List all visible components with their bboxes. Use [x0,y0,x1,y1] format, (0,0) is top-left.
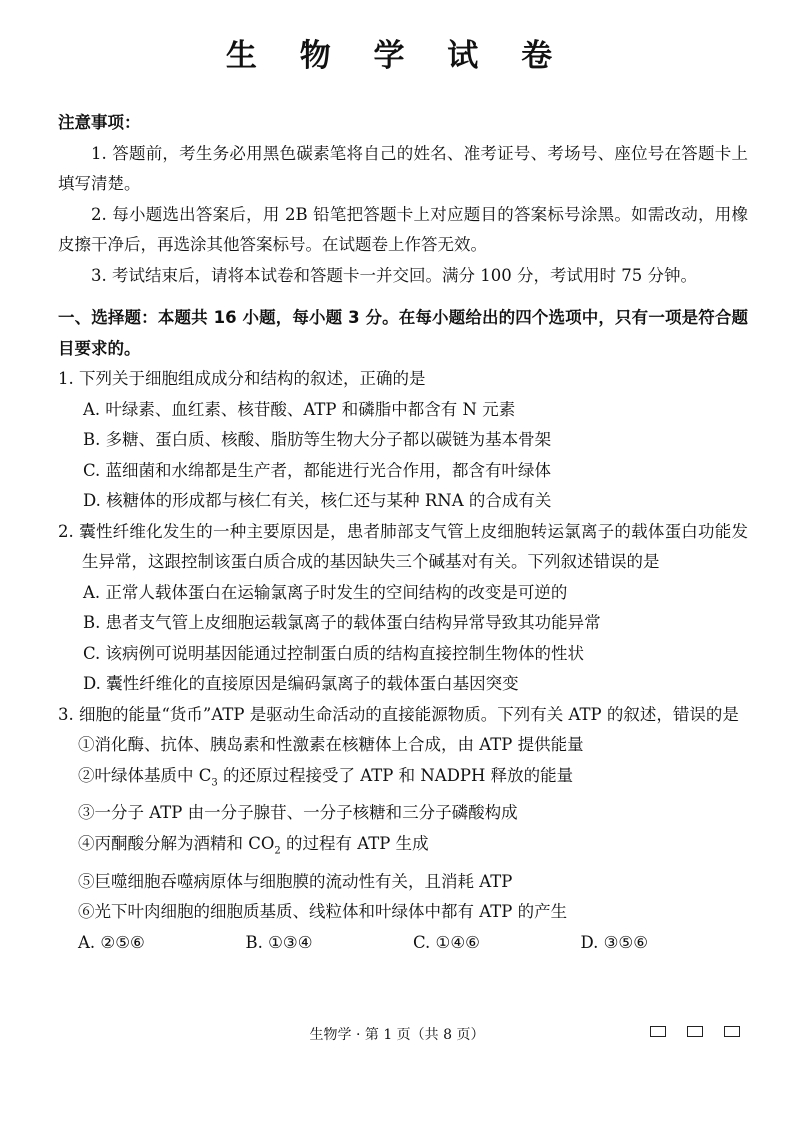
question-2-option-a: A. 正常人载体蛋白在运输氯离子时发生的空间结构的改变是可逆的 [83,582,568,602]
page-title: 生 物 学 试 卷 [225,38,569,74]
statement-text: 的过程有 ATP 生成 [280,833,429,853]
square-mark-icon [687,1026,703,1037]
question-3-option-c: C. ①④⑥ [413,932,480,952]
question-3-option-d: D. ③⑤⑥ [580,932,649,952]
question-1-option-a: A. 叶绿素、血红素、核苷酸、ATP 和磷脂中都含有 N 元素 [83,399,516,419]
statement-text: ②叶绿体基质中 C [78,765,212,785]
question-3-options [58,928,748,959]
question-1-option-d: D. 核糖体的形成都与核仁有关，核仁还与某种 RNA 的合成有关 [83,491,552,510]
exam-content [58,108,748,958]
square-mark-icon [724,1026,740,1037]
notice-item: 1. 答题前，考生务必用黑色碳素笔将自己的姓名、准考证号、考场号、座位号在答题卡上填写清楚。 [58,143,748,193]
subscript: 2 [274,845,281,857]
question-3-stem: 3. 细胞的能量“货币”ATP 是驱动生命活动的直接能源物质。下列有关 ATP 的叙述，错误的是 [58,704,739,724]
question-2-stem: 2. 囊性纤维化发生的一种主要原因是，患者肺部支气管上皮细胞转运氯离子的载体蛋白功能发生异常，这跟控制该蛋白质合成的基因缺失三个碱基对有关。下列叙述错误的是 [58,521,748,571]
question-2-option-c: C. 该病例可说明基因能通过控制蛋白质的结构直接控制生物体的性状 [83,643,585,663]
question-1-stem: 1. 下列关于细胞组成成分和结构的叙述，正确的是 [58,369,426,388]
section-heading: 一、选择题：本题共 16 小题，每小题 3 分。在每小题给出的四个选项中，只有一项是符合题目要求的。 [58,308,748,358]
notice-item: 3. 考试结束后，请将本试卷和答题卡一并交回。满分 100 分，考试用时 75 分钟。 [91,265,697,285]
question-1-option-b: B. 多糖、蛋白质、核酸、脂肪等生物大分子都以碳链为基本骨架 [83,430,552,449]
notice-heading: 注意事项： [58,113,141,132]
question-3-statement-3: ③一分子 ATP 由一分子腺苷、一分子核糖和三分子磷酸构成 [78,803,518,823]
square-mark-icon [650,1026,666,1037]
page-footer: 生物学 · 第 1 页（共 8 页） [309,1027,485,1043]
statement-text: 的还原过程接受了 ATP 和 NADPH 释放的能量 [217,765,574,785]
question-3-statement-2 [58,761,748,799]
question-3-statement-5: ⑤巨噬细胞吞噬病原体与细胞膜的流动性有关，且消耗 ATP [78,871,513,891]
notice-item: 2. 每小题选出答案后，用 2B 铅笔把答题卡上对应题目的答案标号涂黑。如需改动，用橡皮擦干净后，再选涂其他答案标号。在试题卷上作答无效。 [58,204,748,254]
question-3-statement-6: ⑥光下叶肉细胞的细胞质基质、线粒体和叶绿体中都有 ATP 的产生 [78,902,568,922]
question-3-option-a: A. ②⑤⑥ [78,932,145,952]
question-2-option-d: D. 囊性纤维化的直接原因是编码氯离子的载体蛋白基因突变 [83,674,519,693]
statement-text: ④丙酮酸分解为酒精和 CO [78,833,275,853]
question-2-option-b: B. 患者支气管上皮细胞运载氯离子的载体蛋白结构异常导致其功能异常 [83,613,601,632]
question-3-statement-1: ①消化酶、抗体、胰岛素和性激素在核糖体上合成，由 ATP 提供能量 [78,735,584,754]
question-1-option-c: C. 蓝细菌和水绵都是生产者，都能进行光合作用，都含有叶绿体 [83,460,552,480]
footer-marks [650,1026,740,1037]
question-3-statement-4 [58,829,748,867]
question-3-option-b: B. ①③④ [245,932,313,952]
subscript: 3 [211,776,218,788]
